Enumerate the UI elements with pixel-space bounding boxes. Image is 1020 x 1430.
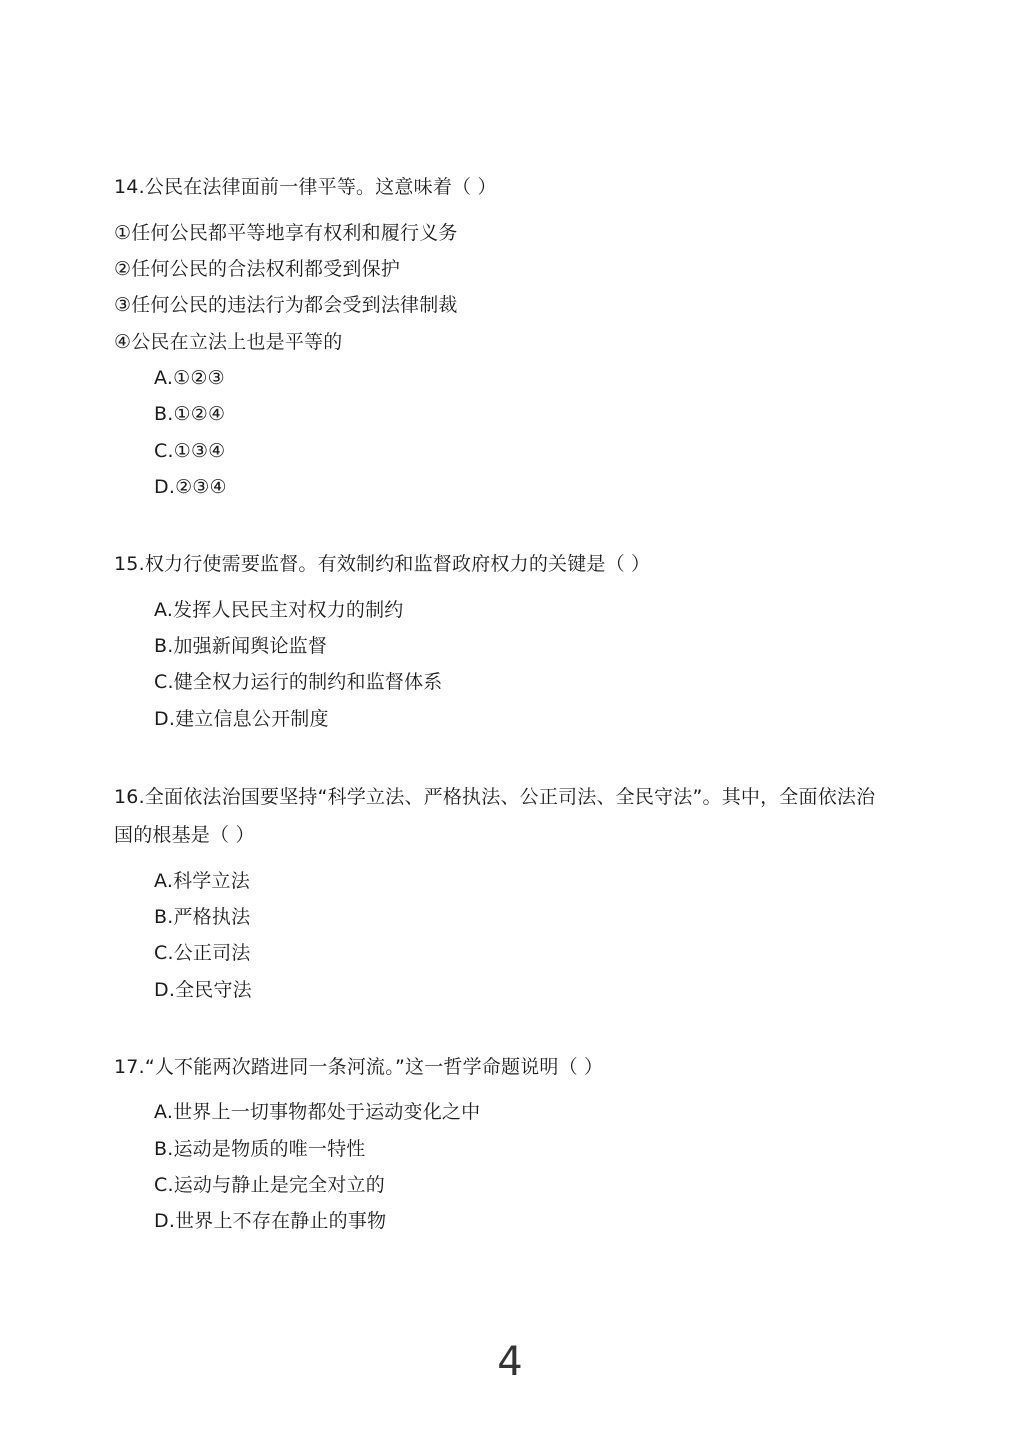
question-16-option-d: D.全民守法 — [154, 979, 252, 1001]
question-15-option-c: C.健全权力运行的制约和监督体系 — [154, 671, 443, 693]
question-16-stem-line-2: 国的根基是（ ） — [114, 824, 255, 846]
question-17-option-d: D.世界上不存在静止的事物 — [154, 1210, 387, 1232]
question-15-option-b: B.加强新闻舆论监督 — [154, 635, 328, 657]
question-16-stem-line-1: 16.全面依法治国要坚持“科学立法、严格执法、公正司法、全民守法”。其中，全面依法治 — [114, 786, 876, 808]
question-14-statement-2: ②任何公民的合法权利都受到保护 — [114, 258, 401, 280]
question-14-statement-3: ③任何公民的违法行为都会受到法律制裁 — [114, 294, 458, 316]
question-14-option-c: C.①③④ — [154, 440, 226, 462]
question-14-option-a: A.①②③ — [154, 367, 225, 389]
question-14-option-b: B.①②④ — [154, 403, 226, 425]
question-17-stem: 17.“人不能两次踏进同一条河流。”这一哲学命题说明（ ） — [114, 1056, 604, 1078]
question-17-option-b: B.运动是物质的唯一特性 — [154, 1138, 366, 1160]
question-17-option-a: A.世界上一切事物都处于运动变化之中 — [154, 1101, 481, 1123]
question-16-option-a: A.科学立法 — [154, 870, 250, 892]
question-14-statement-1: ①任何公民都平等地享有权利和履行义务 — [114, 222, 458, 244]
question-15-option-d: D.建立信息公开制度 — [154, 708, 329, 730]
question-15-option-a: A.发挥人民民主对权力的制约 — [154, 599, 404, 621]
question-16-option-c: C.公正司法 — [154, 942, 251, 964]
question-17-option-c: C.运动与静止是完全对立的 — [154, 1174, 385, 1196]
question-15-stem: 15.权力行使需要监督。有效制约和监督政府权力的关键是（ ） — [114, 553, 651, 575]
page-number: 4 — [497, 1339, 523, 1385]
question-14-statement-4: ④公民在立法上也是平等的 — [114, 331, 343, 353]
question-14-option-d: D.②③④ — [154, 476, 227, 498]
question-14-stem: 14.公民在法律面前一律平等。这意味着（ ） — [114, 176, 497, 198]
question-16-option-b: B.严格执法 — [154, 906, 251, 928]
